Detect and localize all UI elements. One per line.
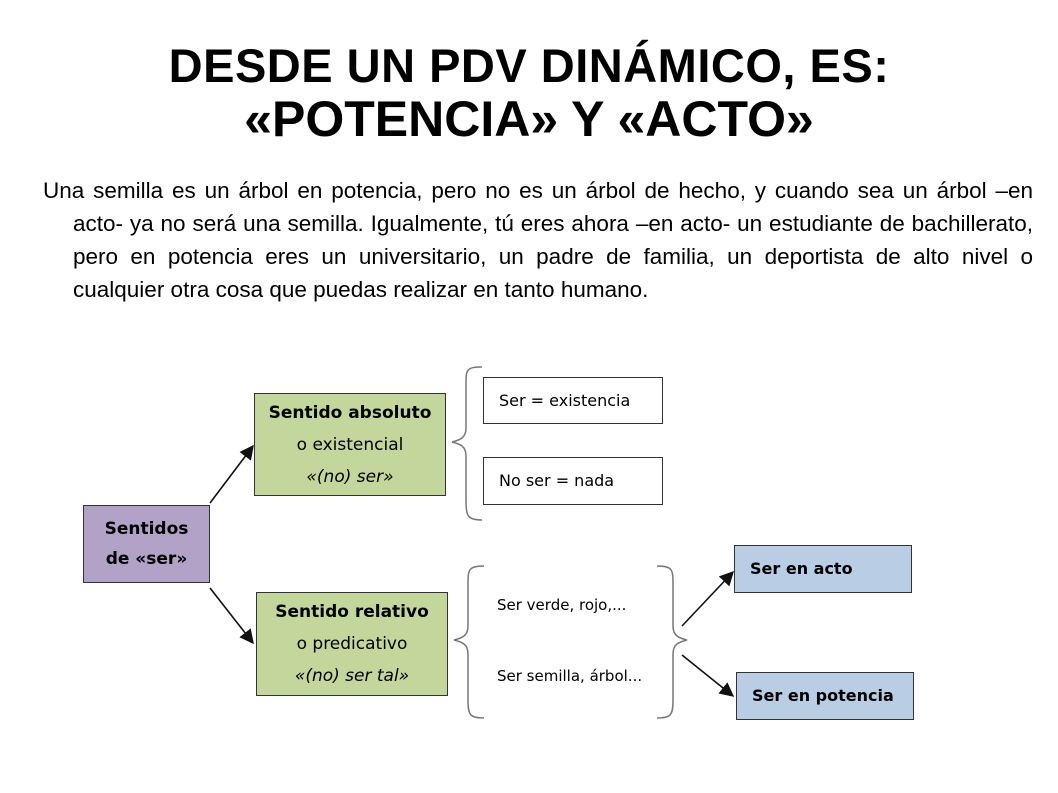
relative-line-1: Sentido relativo	[275, 602, 429, 622]
relative-line-2: o predicativo	[296, 634, 408, 654]
predicate-example-2: Ser semilla, árbol...	[497, 667, 643, 685]
potency-box	[736, 672, 914, 720]
nothing-box	[483, 457, 663, 505]
nothing-label: No ser = nada	[499, 471, 615, 490]
body-paragraph: Una semilla es un árbol en potencia, pero no es un árbol de hecho, y cuando sea un árbol –en acto- ya no será una semilla. Igualmente, tú eres ahora –en acto- un estudiante de bachillerato, pero en potencia eres un universitario, un padre de familia, un deportista de alto nivel o cualquier otra cosa que puedas realizar en tanto humano.	[43, 178, 1033, 302]
brace-upper	[452, 367, 482, 520]
absolute-sense-box	[254, 393, 446, 496]
act-label: Ser en acto	[750, 559, 853, 578]
absolute-line-3: «(no) ser»	[306, 466, 394, 487]
act-box	[734, 545, 912, 593]
existence-box	[483, 377, 663, 424]
arrow-to-act	[682, 572, 733, 626]
root-box-senses-of-being	[83, 505, 210, 583]
arrow-to-potency	[682, 655, 733, 696]
arrow-to-relative	[210, 588, 253, 643]
relative-sense-box	[256, 592, 448, 696]
relative-line-3: «(no) ser tal»	[294, 666, 410, 686]
predicate-example-1: Ser verde, rojo,...	[497, 596, 627, 614]
brace-lower-left	[454, 566, 484, 718]
existence-label: Ser = existencia	[499, 390, 631, 410]
root-line-1: Sentidos	[104, 519, 189, 539]
title-line-1: DESDE UN PDV DINÁMICO, ES:	[168, 39, 890, 92]
brace-lower-right	[657, 566, 687, 718]
absolute-line-1: Sentido absoluto	[268, 402, 432, 423]
title-line-2: «POTENCIA» Y «ACTO»	[244, 90, 814, 147]
arrow-to-absolute	[210, 446, 253, 503]
root-line-2: de «ser»	[105, 549, 188, 569]
absolute-line-2: o existencial	[296, 434, 404, 455]
potency-label: Ser en potencia	[752, 686, 894, 705]
